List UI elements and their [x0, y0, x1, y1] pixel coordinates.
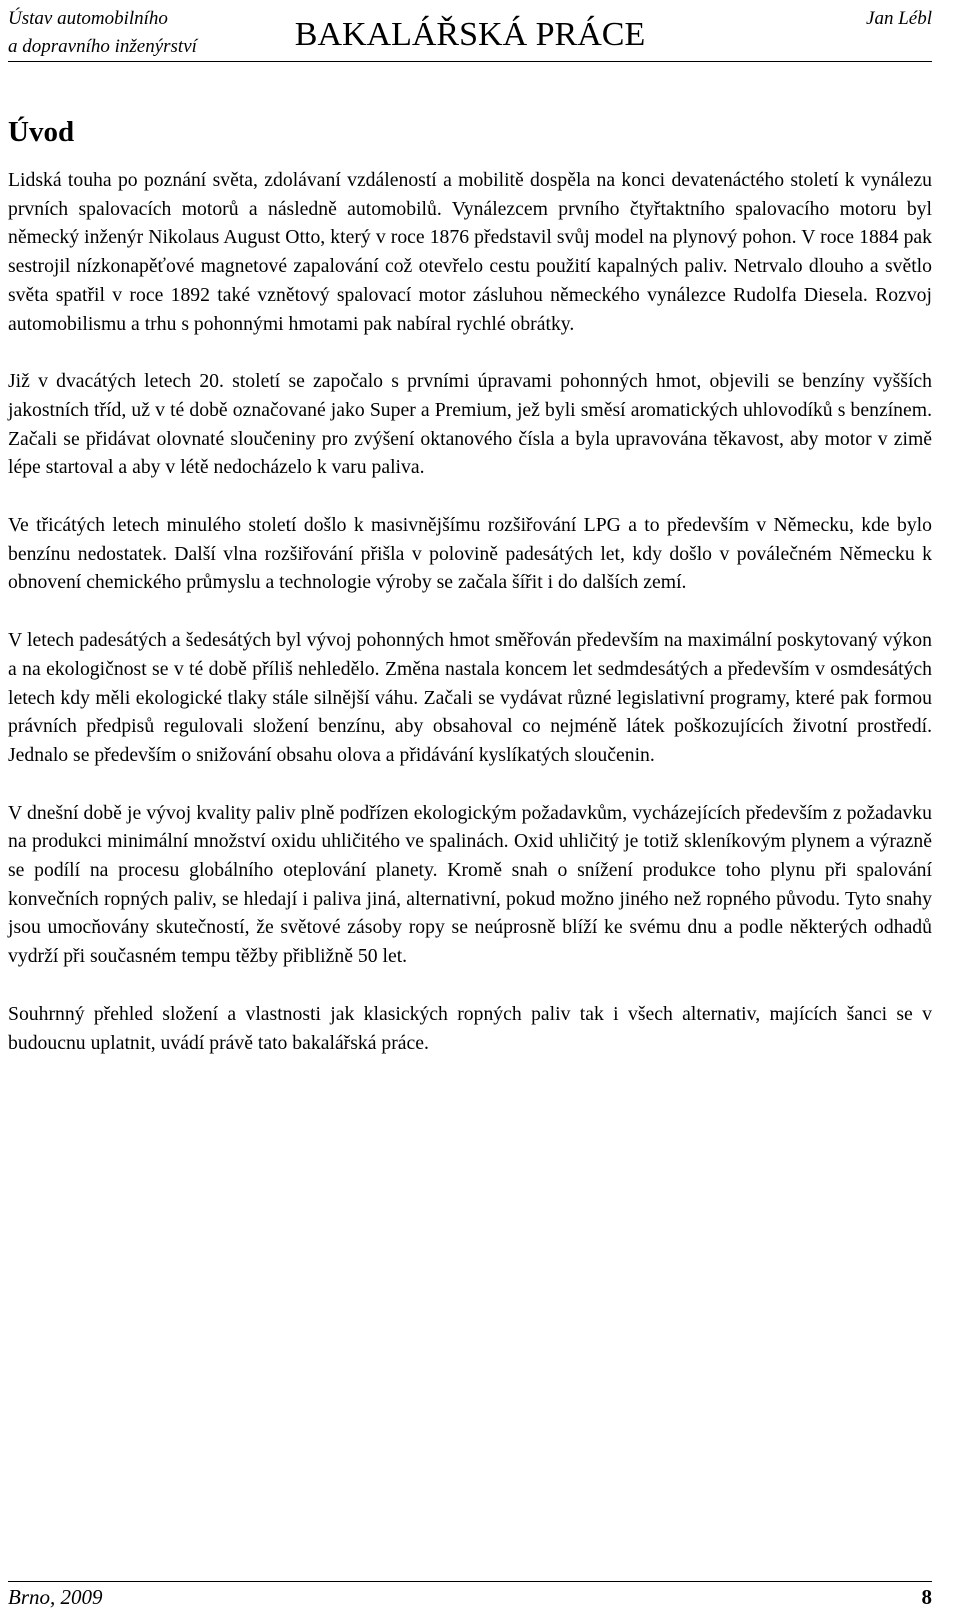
paragraph-6: Souhrnný přehled složení a vlastnosti jak klasických ropných paliv tak i všech alternativ, majících šanci se v budoucnu uplatnit, uvádí právě tato bakalářská práce. [8, 1002, 932, 1054]
place-and-year: Brno, 2009 [8, 1585, 103, 1609]
document-type-title: BAKALÁŘSKÁ PRÁCE [294, 16, 646, 53]
section-heading: Úvod [8, 116, 75, 148]
paragraph-5: V dnešní době je vývoj kvality paliv plně podřízen ekologickým požadavkům, vycházejících především z požadavku na produkci minimální množství oxidu uhličitého ve spalinách. Oxid uhličitý je totiž skleníkovým plynem a výrazně se podílí na procesu globálního oteplování planety. Kromě snah o snížení produkce toho plynu při spalování konvečních ropných paliv, se hledají i paliva jiná, alternativní, pokud možno jiného než ropného původu. Tyto snahy jsou umocňovány skutečností, že světové zásoby ropy se neúprosně blíží ke svému dnu a podle některých odhadů vydrží při současném tempu těžby přibližně 50 let. [8, 801, 932, 968]
paragraph-3: Ve třicátých letech minulého století došlo k masivnějšímu rozšiřování LPG a to především v Německu, kde bylo benzínu nedostatek. Další vlna rozšiřování přišla v polovině padesátých let, kdy došlo v poválečném Německu k obnovení chemického průmyslu a technologie výroby se začala šířit i do dalších zemí. [8, 514, 932, 594]
page-header [8, 5, 932, 62]
author-name: Jan Lébl [866, 8, 932, 29]
page-number: 8 [921, 1585, 932, 1609]
paragraph-2: Již v dvacátých letech 20. století se započalo s prvními úpravami pohonných hmot, objevili se benzíny vyšších jakostních tříd, už v té době označované jako Super a Premium, jež byli směsí aromatických uhlovodíků s benzínem. Začali se přidávat olovnaté sloučeniny pro zvýšení oktanového čísla a byla upravována těkavost, aby motor v zimě lépe startoval a aby v létě nedocházelo k varu paliva. [8, 370, 932, 479]
paragraph-4: V letech padesátých a šedesátých byl vývoj pohonných hmot směřován především na maximální poskytovaný výkon a na ekologičnost se v té době příliš nehledělo. Změna nastala koncem let sedmdesátých a především v osmdesátých letech kdy měli ekologické tlaky stále silnější váhu. Začali se vydávat různé legislativní programy, které pak formou právních předpisů regulovali složení benzínu, aby obsahoval co nejméně látek poškozujících životní prostředí. Jednalo se především o snižování obsahu olova a přidávání kyslíkatých sloučenin. [8, 629, 932, 766]
page-body [8, 112, 932, 1086]
page-footer [8, 1581, 932, 1610]
institute-line-1: Ústav automobilního [8, 8, 168, 29]
institute-line-2: a dopravního inženýrství [8, 36, 197, 57]
paragraph-1: Lidská touha po poznání světa, zdolávaní vzdáleností a mobilitě dospěla na konci devatenáctého století k vynálezu prvních spalovacích motorů a následně automobilů. Vynálezcem prvního čtyřtaktního spalovacího motoru byl německý inženýr Nikolaus August Otto, který v roce 1876 představil svůj model na plynový pohon. V roce 1884 pak sestrojil nízkonapěťové magnetové zapalování což otevřelo cestu použití kapalných paliv. Netrvalo dlouho a světlo světa spatřil v roce 1892 také vznětový spalovací motor zásluhou německého vynálezce Rudolfa Diesela. Rozvoj automobilismu a trhu s pohonnými hmotami pak nabíral rychlé obrátky. [8, 169, 932, 335]
